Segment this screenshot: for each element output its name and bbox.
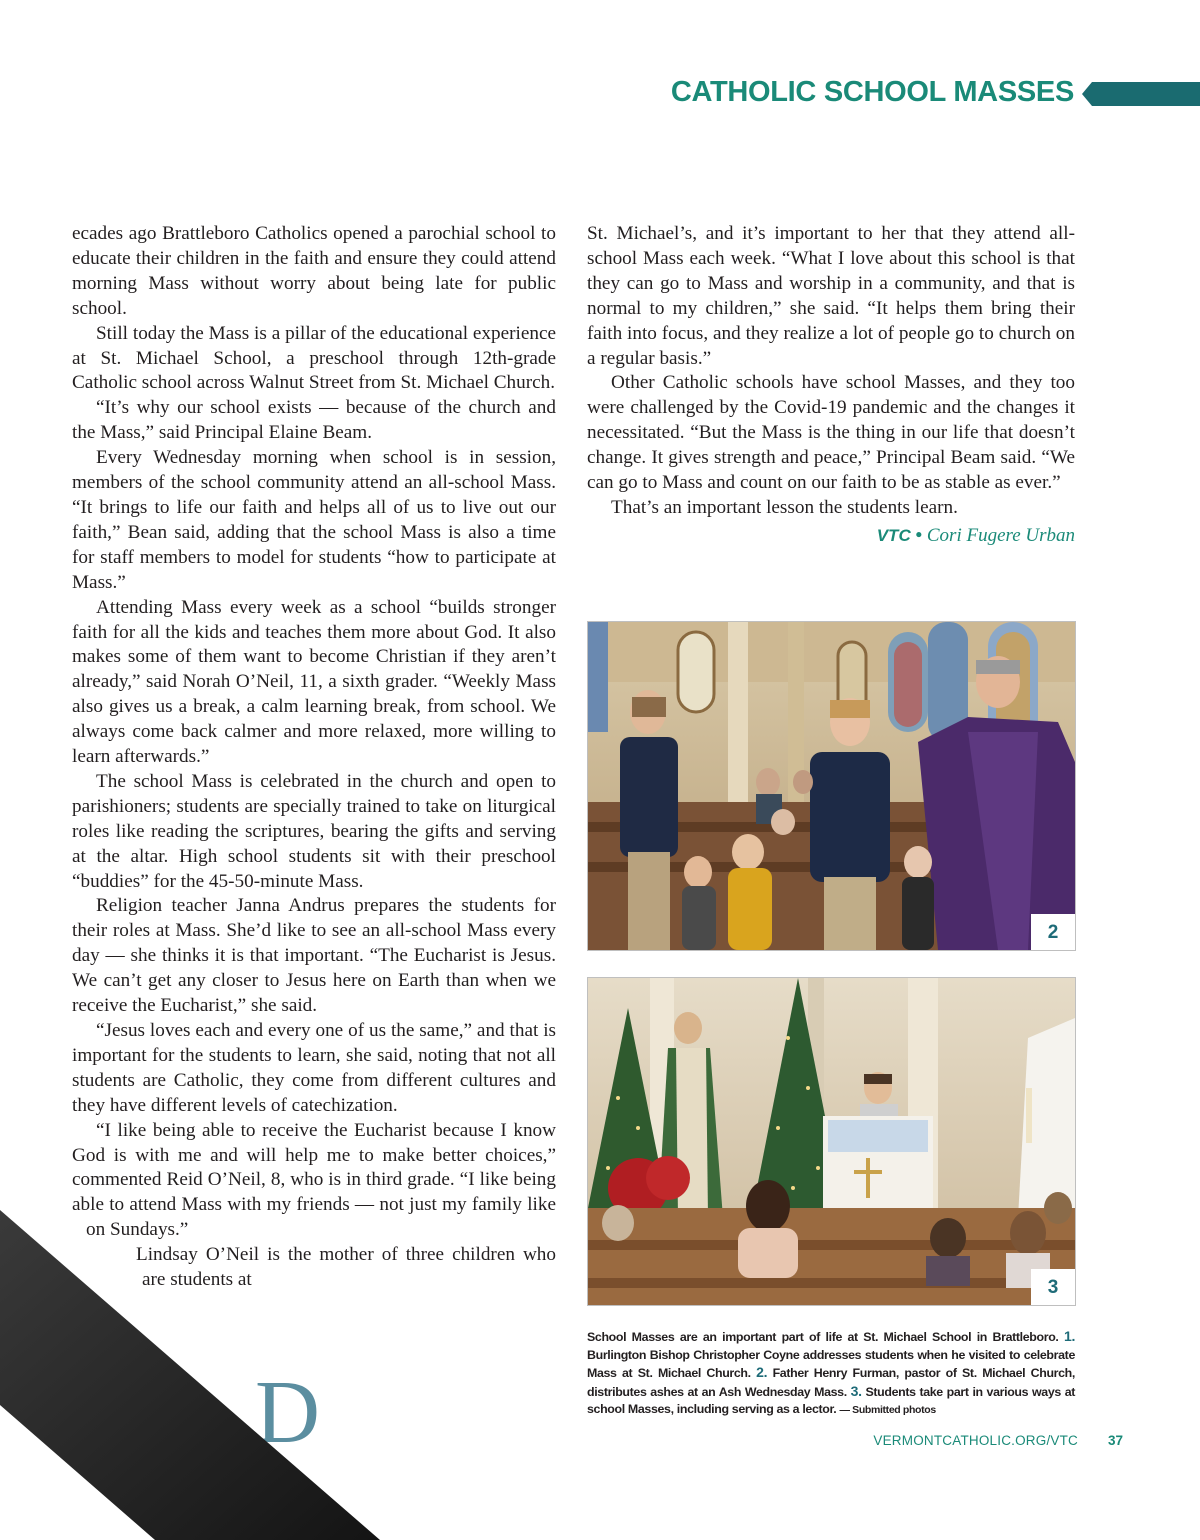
byline <box>587 524 1075 549</box>
paragraph: The school Mass is celebrated in the church and open to parishioners; students are specially trained to take on liturgical roles like reading the scriptures, bearing the gifts and serving at the altar. High school students sit with their preschool “buddies” for the 45-50-minute Mass. <box>72 770 556 892</box>
paragraph: Still today the Mass is a pillar of the educational experience at St. Michael School, a preschool through 12th-grade Catholic school across Walnut Street from St. Michael Church. <box>72 322 556 394</box>
photo-ash-wednesday-image <box>588 622 1075 950</box>
paragraph: ecades ago Brattleboro Catholics opened a parochial school to educate their children in the faith and ensure they could attend morning Mass without worry about being late for public school. <box>72 223 556 319</box>
paragraph: “I like being able to receive the Eucharist because I know God is with me and will help me to make better choices,” commented Reid O’Neil, 8, who is in third grade. “I like being able to attend Mass with my friends — not just my family like on Sundays.” <box>72 1119 556 1241</box>
footer-website-url: VERMONTCATHOLIC.ORG/VTC <box>873 1433 1078 1448</box>
paragraph: “It’s why our school exists — because of the church and the Mass,” said Principal Elaine Beam. <box>72 397 556 444</box>
caption-text: Burlington Bishop Christopher Coyne addresses students when he visited to celebrate Mass at St. Michael Church. <box>587 1347 1075 1381</box>
paragraph: Attending Mass every week as a school “builds stronger faith for all the kids and teaches them more about God. It also makes some of them want to become Christian if they aren’t already,” said Norah O’Neil, 11, a sixth grader. “Weekly Mass also gives us a break, a calm learning break, from school. We always come back calmer and more relaxed, more willing to learn afterwards.” <box>72 596 556 768</box>
caption-number: 2. <box>756 1364 768 1381</box>
paragraph: Every Wednesday morning when school is in session, members of the school community attend an all-school Mass. “It brings to life our faith and helps all of us to live out our faith,” Bean said, adding that the school Mass is also a time for staff members to model for students “how to participate at Mass.” <box>72 447 556 593</box>
section-tab-decoration <box>1082 82 1200 106</box>
byline-separator: • <box>915 524 923 546</box>
photo-lector-image <box>588 978 1075 1305</box>
paragraph: “Jesus loves each and every one of us the same,” and that is important for the students to learn, she said, noting that not all students are Catholic, they come from different cultures and they have different levels of catechization. <box>72 1020 556 1116</box>
section-title: CATHOLIC SCHOOL MASSES <box>670 76 1074 108</box>
photo-number: 3 <box>1031 1269 1075 1305</box>
caption-text: Father Henry Furman, pastor of St. Michael Church, distributes ashes at an Ash Wednesday Mass. <box>587 1366 1075 1399</box>
drop-cap: D <box>255 1363 320 1462</box>
paragraph: That’s an important lesson the students learn. <box>611 496 958 518</box>
photo-ash-wednesday <box>587 621 1076 951</box>
paragraph: St. Michael’s, and it’s important to her that they attend all-school Mass each week. “What I love about this school is that they can go to Mass and worship in a community, and that is normal to my children,” she said. “It helps them bring their faith into focus, and they realize a lot of people go to church on a regular basis.” <box>587 223 1075 369</box>
paragraph: Other Catholic schools have school Masses, and they too were challenged by the Covid-19 pandemic and the changes it necessitated. “But the Mass is the thing in our life that doesn’t change. It gives strength and peace,” Principal Beam said. “We can go to Mass and count on our faith to be as stable as ever.” <box>587 372 1075 494</box>
page-number: 37 <box>1108 1433 1124 1448</box>
article-column-2 <box>587 222 1075 549</box>
byline-publication: VTC <box>876 525 911 545</box>
caption-number: 3. <box>850 1382 862 1399</box>
photo-lector <box>587 977 1076 1306</box>
paragraph: Religion teacher Janna Andrus prepares the students for their roles at Mass. She’d like to see an all-school Mass every day — she thinks it is that important. “The Eucharist is Jesus. We can’t get any closer to Jesus here on Earth than when we receive the Eucharist,” she said. <box>72 895 556 1017</box>
paragraph: Lindsay O’Neil is the mother of three children who are students at <box>136 1244 556 1291</box>
photo-number: 2 <box>1031 914 1075 950</box>
caption-intro: School Masses are an important part of life at St. Michael School in Brattleboro. <box>587 1330 1059 1344</box>
photo-credit: — Submitted photos <box>839 1404 936 1417</box>
corner-decoration <box>0 1210 380 1540</box>
caption-text: Students take part in various ways at school Masses, including serving as a lector. <box>587 1384 1076 1417</box>
photo-caption <box>587 1328 1075 1420</box>
byline-author: Cori Fugere Urban <box>926 524 1075 546</box>
caption-number: 1. <box>1064 1328 1075 1344</box>
